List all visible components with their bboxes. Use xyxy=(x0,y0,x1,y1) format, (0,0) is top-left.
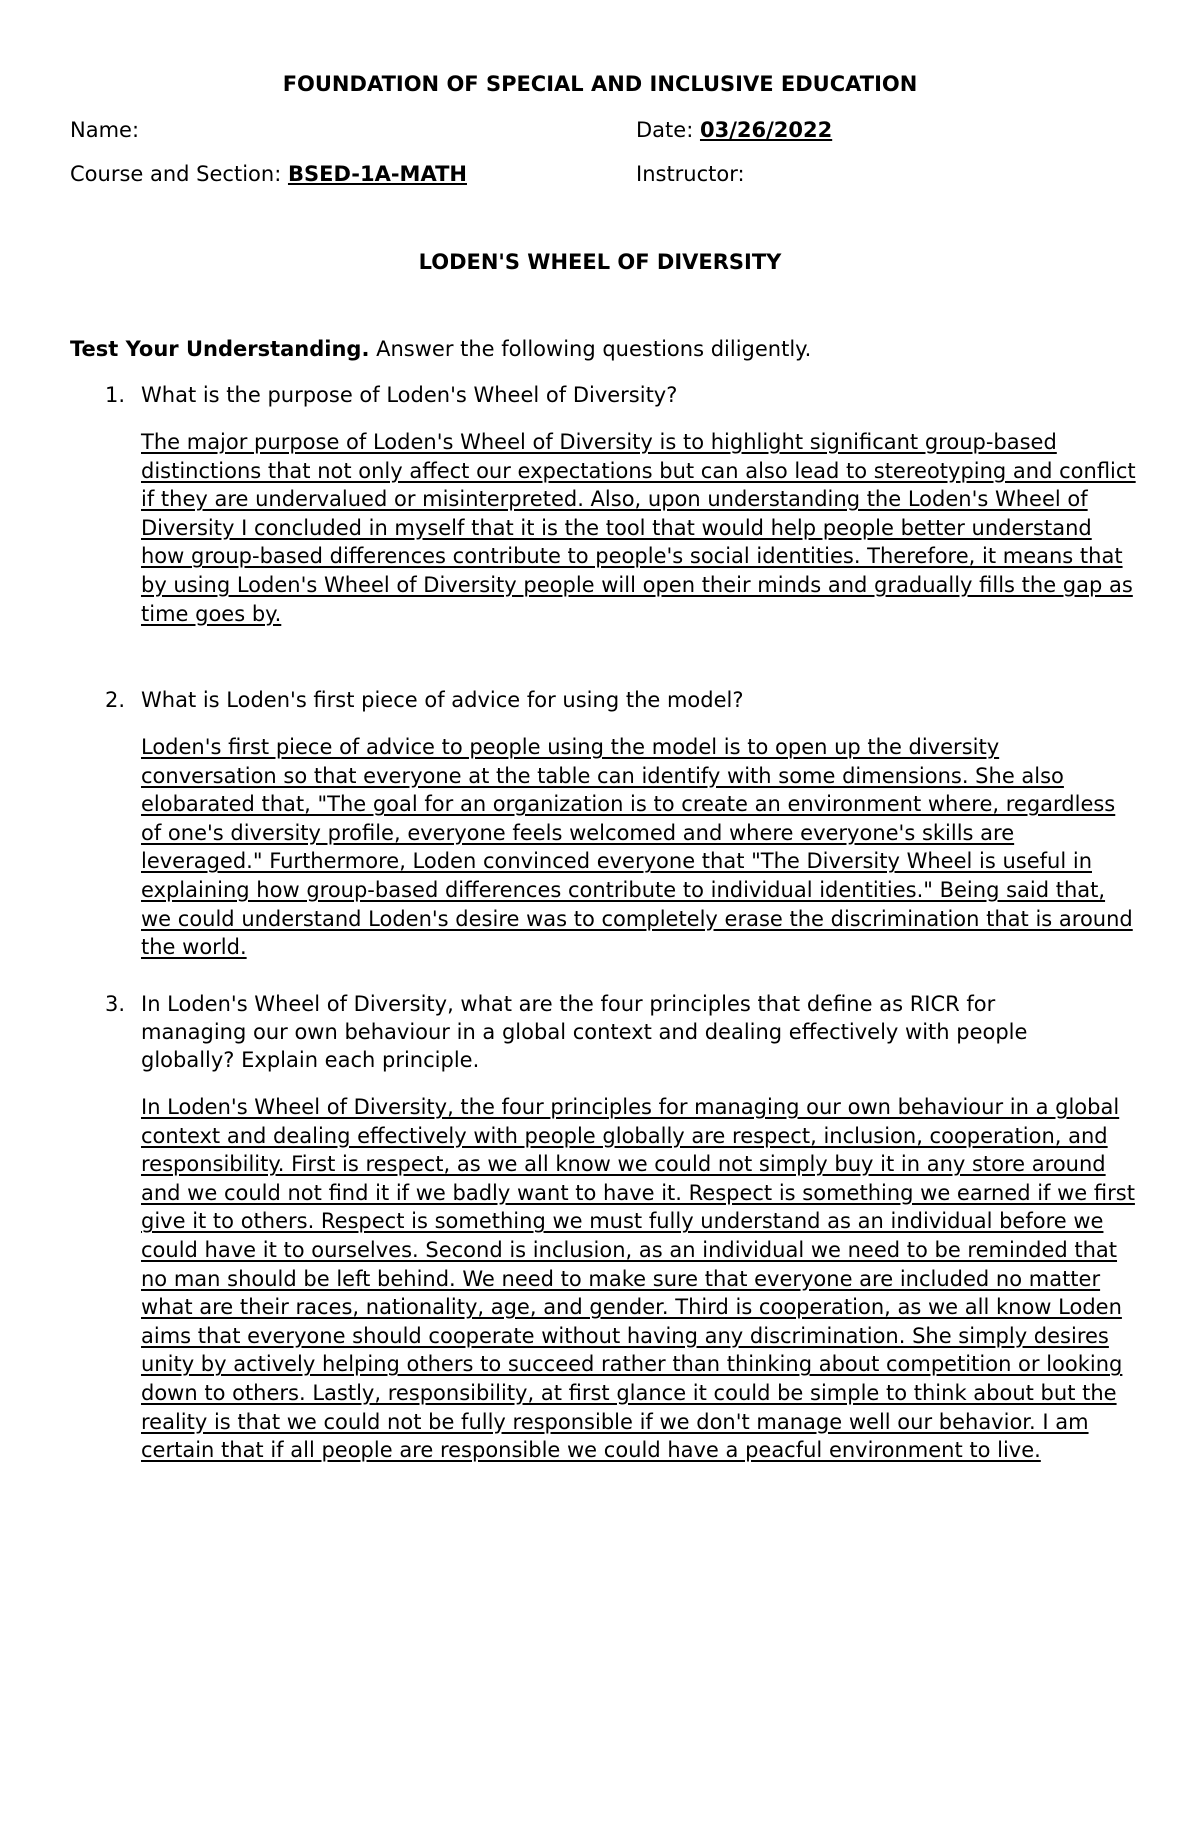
document-title: FOUNDATION OF SPECIAL AND INCLUSIVE EDUCATION xyxy=(282,72,918,96)
answer-2: Loden's first piece of advice to people using the model is to open up the diversity conversation so that everyone at the table can identify with some dimensions. She also elobarated that, "The goal for an organization is to create an environment where, regardless of one's diversity profile, everyone feels welcomed and where everyone's skills are leveraged." Furthermore, Loden convinced everyone that "The Diversity Wheel is useful in explaining how group-based differences contribute to individual identities." Being said that, we could understand Loden's desire was to completely erase the discrimination that is around the world. xyxy=(141,735,1133,960)
answer-3: In Loden's Wheel of Diversity, the four principles for managing our own behaviour in a global context and dealing effectively with people globally are respect, inclusion, cooperation, and responsibility. First is respect, as we all know we could not simply buy it in any store around and we could not find it if we badly want to have it. Respect is something we earned if we first give it to others. Respect is something we must fully understand as an individual before we could have it to ourselves. Second is inclusion, as an individual we need to be reminded that no man should be left behind. We need to make sure that everyone are included no matter what are their races, nationality, age, and gender. Third is cooperation, as we all know Loden aims that everyone should cooperate without having any discrimination. She simply desires unity by actively helping others to succeed rather than thinking about competition or looking down to others. Lastly, responsibility, at first glance it could be simple to think about but the reality is that we could not be fully responsible if we don't manage well our behavior. I am certain that if all people are responsible we could have a peacful environment to live. xyxy=(141,1095,1135,1463)
question-text: What is Loden's first piece of advice for using the model? xyxy=(141,688,744,712)
question-1 xyxy=(70,381,1130,409)
date-label: Date: xyxy=(636,118,694,142)
course-label: Course and Section: xyxy=(70,162,282,186)
question-number: 1. xyxy=(105,383,126,407)
question-3 xyxy=(70,990,1130,1074)
instructions-heading: Test Your Understanding. xyxy=(70,337,370,361)
question-2 xyxy=(70,686,1130,714)
instructor-field xyxy=(636,162,745,186)
question-text: In Loden's Wheel of Diversity, what are the four principles that define as RICR for managing our own behaviour in a global context and dealing effectively with people globally? Explain each principle. xyxy=(141,992,1028,1072)
name-label: Name: xyxy=(70,118,140,142)
name-field xyxy=(70,118,139,142)
course-field xyxy=(70,162,467,186)
answer-1: The major purpose of Loden's Wheel of Diversity is to highlight significant group-based distinctions that not only affect our expectations but can also lead to stereotyping and conflict if they are undervalued or misinterpreted. Also, upon understanding the Loden's Wheel of Diversity I concluded in myself that it is the tool that would help people better understand how group-based differences contribute to people's social identities. Therefore, it means that by using Loden's Wheel of Diversity people will open their minds and gradually fills the gap as time goes by. xyxy=(141,430,1136,626)
date-field xyxy=(636,118,832,142)
instructor-label: Instructor: xyxy=(636,162,745,186)
question-text: What is the purpose of Loden's Wheel of Diversity? xyxy=(141,383,678,407)
instructions xyxy=(70,337,811,361)
section-title: LODEN'S WHEEL OF DIVERSITY xyxy=(418,250,782,274)
question-number: 3. xyxy=(105,992,126,1016)
date-value: 03/26/2022 xyxy=(699,118,833,142)
course-value: BSED-1A-MATH xyxy=(287,162,467,186)
instructions-text: Answer the following questions diligently. xyxy=(369,337,812,361)
question-number: 2. xyxy=(105,688,126,712)
